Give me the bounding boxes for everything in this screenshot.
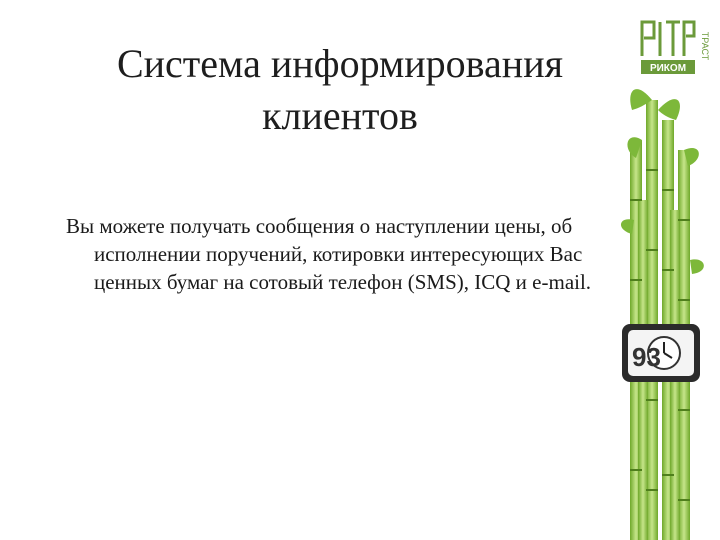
logo-side-text: ТРАСТ	[700, 31, 710, 61]
slide-title	[40, 38, 640, 142]
bamboo-with-clock-icon	[606, 80, 720, 540]
clock-digits: 93	[632, 342, 661, 372]
clock-icon	[622, 324, 700, 382]
slide-body-text: Вы можете получать сообщения о наступлении цены, об исполнении поручений, котировки интересующих Вас ценных бумаг на сотовый телефон (SMS), ICQ и e-mail.	[66, 214, 592, 294]
logo-brand-text: РИКОМ	[649, 63, 687, 74]
rikom-trust-logo	[638, 16, 708, 78]
slide-title-line-2: клиентов	[262, 93, 418, 138]
slide-title-line-1: Система информирования	[116, 41, 564, 86]
